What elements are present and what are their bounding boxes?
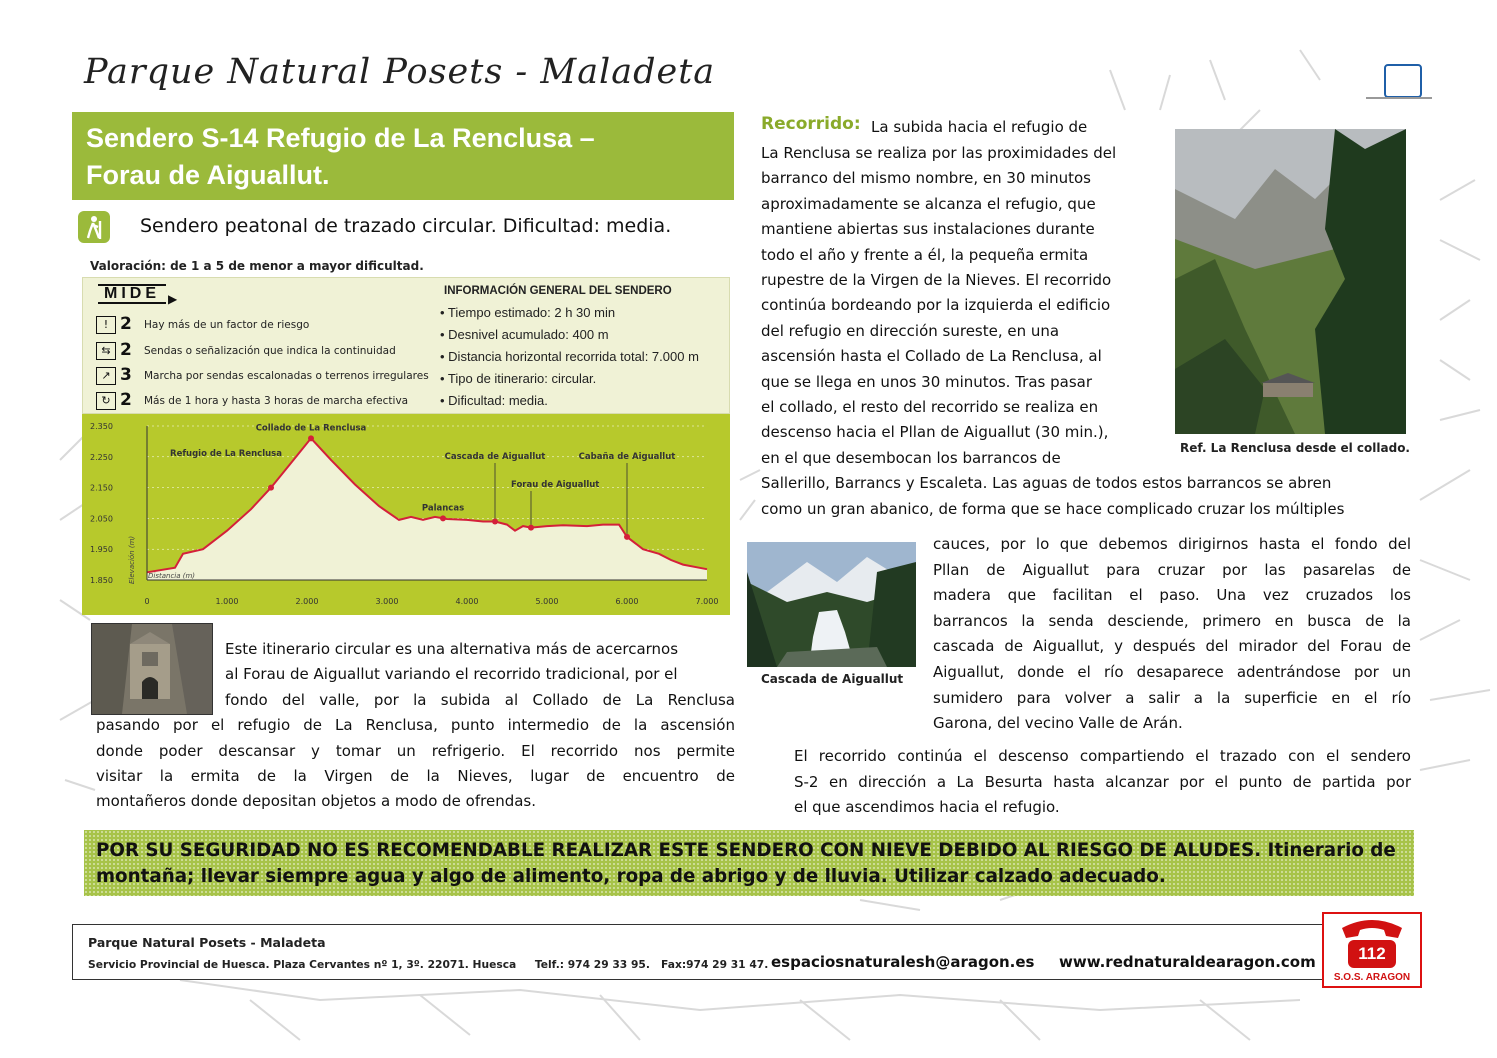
mide-value: 2	[120, 340, 132, 360]
x-tick-label: 5.000	[535, 597, 559, 606]
aragon-logo-icon	[1384, 64, 1422, 98]
info-item: • Desnivel acumulado: 400 m	[440, 327, 609, 342]
hazard-icon: !	[96, 316, 116, 334]
mide-value: 2	[120, 314, 132, 334]
x-tick-label: 7.000	[695, 597, 719, 606]
recorrido-line: sumidero para volver a salir a la superficie en el río	[933, 688, 1411, 707]
recorrido-line: rupestre de la Virgen de la Nieves. El recorrido	[761, 271, 1112, 289]
recorrido-line: el collado, el resto del recorrido se realiza en	[761, 398, 1099, 416]
y-tick-label: 2.350	[90, 422, 113, 431]
waypoint-marker	[440, 515, 446, 521]
intro-line: pasando por el refugio de La Renclusa, punto intermedio de la ascensión	[96, 716, 735, 734]
info-item: • Distancia horizontal recorrida total: 7.000 m	[440, 349, 699, 364]
phone-icon	[1342, 920, 1402, 938]
info-item: • Tipo de itinerario: circular.	[440, 371, 597, 386]
info-item: • Dificultad: media.	[440, 393, 548, 408]
trail-title-box	[72, 112, 734, 200]
effort-icon: ↻	[96, 392, 116, 410]
recorrido-line: descenso hacia el Pllan de Aiguallut (30 min.),	[761, 423, 1109, 442]
chart-background	[82, 414, 730, 615]
cascada-caption: Cascada de Aiguallut	[761, 672, 904, 686]
recorrido-line: Garona, del vecino Valle de Arán.	[933, 714, 1183, 733]
x-tick-label: 6.000	[615, 597, 639, 606]
mide-row-orientacion	[96, 342, 426, 364]
trail-title-line1: Sendero S-14 Refugio de La Renclusa –	[86, 123, 595, 153]
waypoint-label: Cabaña de Aiguallut	[578, 452, 676, 462]
waypoint-marker	[268, 485, 274, 491]
terrain-icon: ↗	[96, 367, 116, 385]
intro-line: fondo del valle, por la subida al Collado de La Renclusa	[225, 691, 735, 709]
recorrido-line: cascada de Aiguallut, y después del mirador del Forau de	[933, 637, 1411, 656]
mide-text: Más de 1 hora y hasta 3 horas de marcha efectiva	[144, 395, 409, 407]
waypoint-marker	[624, 534, 630, 540]
mide-row-riesgo	[96, 316, 426, 338]
y-tick-label: 1.950	[90, 545, 113, 555]
x-axis-label: Distancia (m)	[148, 572, 196, 580]
recorrido-line: S-2 en dirección a La Besurta hasta alcanzar por el punto de partida por	[794, 772, 1411, 791]
recorrido-line: que se llega en unos 30 minutos. Tras pasar	[761, 372, 1093, 391]
x-tick-label: 1.000	[215, 597, 239, 606]
recorrido-line: barranco del mismo nombre, en 30 minutos	[761, 169, 1091, 188]
waypoint-label: Palancas	[421, 503, 465, 514]
footer-email[interactable]: espaciosnaturalesh@aragon.es	[771, 953, 1035, 971]
recorrido-line: madera que facilitan el paso. Una vez cruzados los	[933, 586, 1411, 605]
recorrido-line: continúa bordeando por la izquierda el edificio	[761, 296, 1111, 315]
waypoint-label: Forau de Aiguallut	[511, 480, 600, 490]
y-tick-label: 2.050	[90, 514, 113, 524]
mide-row-desplazamiento	[96, 365, 429, 389]
x-tick-label: 3.000	[375, 597, 399, 606]
intro-line: Este itinerario circular es una alternativa más de acercarnos	[225, 640, 679, 658]
recorrido-line: La subida hacia el refugio de	[871, 118, 1088, 136]
y-axis-label: Elevación (m)	[128, 535, 136, 584]
recorrido-line: cauces, por lo que debemos dirigirnos hasta el fondo del	[933, 535, 1411, 553]
ermita-photo	[91, 623, 213, 715]
sos-text: S.O.S. ARAGON	[1333, 972, 1411, 983]
recorrido-line: Pllan de Aiguallut para cruzar por las pasarelas de	[933, 560, 1411, 579]
y-tick-label: 2.250	[90, 452, 113, 462]
safety-warning	[84, 830, 1414, 896]
valoracion-note: Valoración: de 1 a 5 de menor a mayor dificultad.	[90, 259, 424, 273]
mide-value: 2	[120, 390, 132, 410]
waypoint-label: Refugio de La Renclusa	[170, 449, 282, 459]
waypoint-marker	[492, 518, 498, 524]
footer-address: Servicio Provincial de Huesca. Plaza Cervantes nº 1, 3º. 22071. Huesca Telf.: 974 29 33 95. Fax:974 29 31 47.	[88, 958, 769, 971]
sos-aragon-logo	[1322, 912, 1422, 988]
waypoint-marker	[308, 435, 314, 441]
waypoint-label: Collado de La Renclusa	[255, 423, 367, 434]
footer-web[interactable]: www.rednaturaldearagon.com	[1059, 953, 1316, 971]
footer-box	[72, 924, 1422, 980]
y-tick-label: 2.150	[90, 483, 113, 493]
elevation-profile-chart	[82, 414, 730, 615]
park-title: Parque Natural Posets - Maladeta	[84, 52, 716, 92]
recorrido-line: todo el año y frente a él, la pequeña ermita	[761, 245, 1089, 264]
cascada-photo	[747, 542, 916, 667]
waypoint-label: Cascada de Aiguallut	[444, 452, 546, 462]
recorrido-line: ascensión hasta el Collado de La Renclusa, al	[761, 347, 1102, 366]
recorrido-line: aproximadamente se alcanza el refugio, que	[761, 194, 1096, 213]
trail-subtitle: Sendero peatonal de trazado circular. Dificultad: media.	[140, 215, 672, 237]
intro-line: donde poder descansar y tomar un refrigerio. El recorrido nos permite	[96, 742, 735, 760]
y-tick-label: 1.850	[90, 576, 113, 585]
info-header: INFORMACIÓN GENERAL DEL SENDERO	[444, 285, 672, 297]
mide-text: Marcha por sendas escalonadas o terrenos irregulares	[144, 370, 429, 382]
trail-title-line2: Forau de Aiguallut.	[86, 160, 330, 190]
mide-text: Sendas o señalización que indica la continuidad	[144, 345, 396, 357]
hiker-icon	[78, 211, 110, 243]
recorrido-line: barrancos la senda desciende, primero en busca de la	[933, 611, 1411, 630]
mide-arrow-icon: ▶	[168, 292, 178, 306]
mide-logo: MIDE	[98, 284, 166, 304]
renclusa-caption: Ref. La Renclusa desde el collado.	[1180, 441, 1410, 455]
info-item: • Tiempo estimado: 2 h 30 min	[440, 305, 616, 320]
recorrido-line: La Renclusa se realiza por las proximidades del	[761, 144, 1117, 162]
waypoint-marker	[528, 525, 534, 531]
recorrido-line: en el que desembocan los barrancos de	[761, 448, 1061, 467]
x-tick-label: 0	[144, 597, 150, 606]
intro-line: al Forau de Aiguallut variando el recorrido tradicional, por el	[225, 665, 678, 683]
sos-number: 112	[1358, 944, 1386, 963]
warning-line1: POR SU SEGURIDAD NO ES RECOMENDABLE REALIZAR ESTE SENDERO CON NIEVE DEBIDO AL RIESGO DE ALUDES. Itinerario de	[96, 840, 1396, 861]
mide-row-esfuerzo	[96, 392, 426, 414]
recorrido-line: Sallerillo, Barrancs y Escaleta. Las aguas de todos estos barrancos se abren	[761, 474, 1332, 493]
warning-line2: montaña; llevar siempre agua y algo de alimento, ropa de abrigo y de lluvia. Utilizar calzado adecuado.	[96, 866, 1166, 887]
renclusa-photo	[1175, 129, 1406, 434]
recorrido-label: Recorrido:	[761, 114, 861, 134]
recorrido-line: como un gran abanico, de forma que se hace complicado cruzar los múltiples	[761, 499, 1345, 518]
recorrido-line: el que ascendimos hacia el refugio.	[794, 798, 1060, 817]
logo-underline	[1366, 97, 1432, 99]
recorrido-line: El recorrido continúa el descenso compartiendo el trazado con el sendero	[794, 747, 1411, 765]
x-tick-label: 4.000	[455, 597, 479, 606]
intro-line: montañeros donde depositan objetos a modo de ofrendas.	[96, 792, 537, 810]
mide-value: 3	[120, 365, 132, 385]
intro-line: visitar la ermita de la Virgen de la Nieves, lugar de encuentro de	[96, 767, 735, 785]
recorrido-line: mantiene abiertas sus instalaciones durante	[761, 220, 1095, 239]
recorrido-line: Aiguallut, donde el río desaparece adentrándose por un	[933, 663, 1411, 681]
mide-text: Hay más de un factor de riesgo	[144, 319, 310, 331]
recorrido-line: del refugio en dirección sureste, en una	[761, 321, 1060, 340]
x-tick-label: 2.000	[295, 597, 319, 606]
footer-org: Parque Natural Posets - Maladeta	[88, 935, 326, 950]
route-sign-icon: ⇆	[96, 342, 116, 360]
